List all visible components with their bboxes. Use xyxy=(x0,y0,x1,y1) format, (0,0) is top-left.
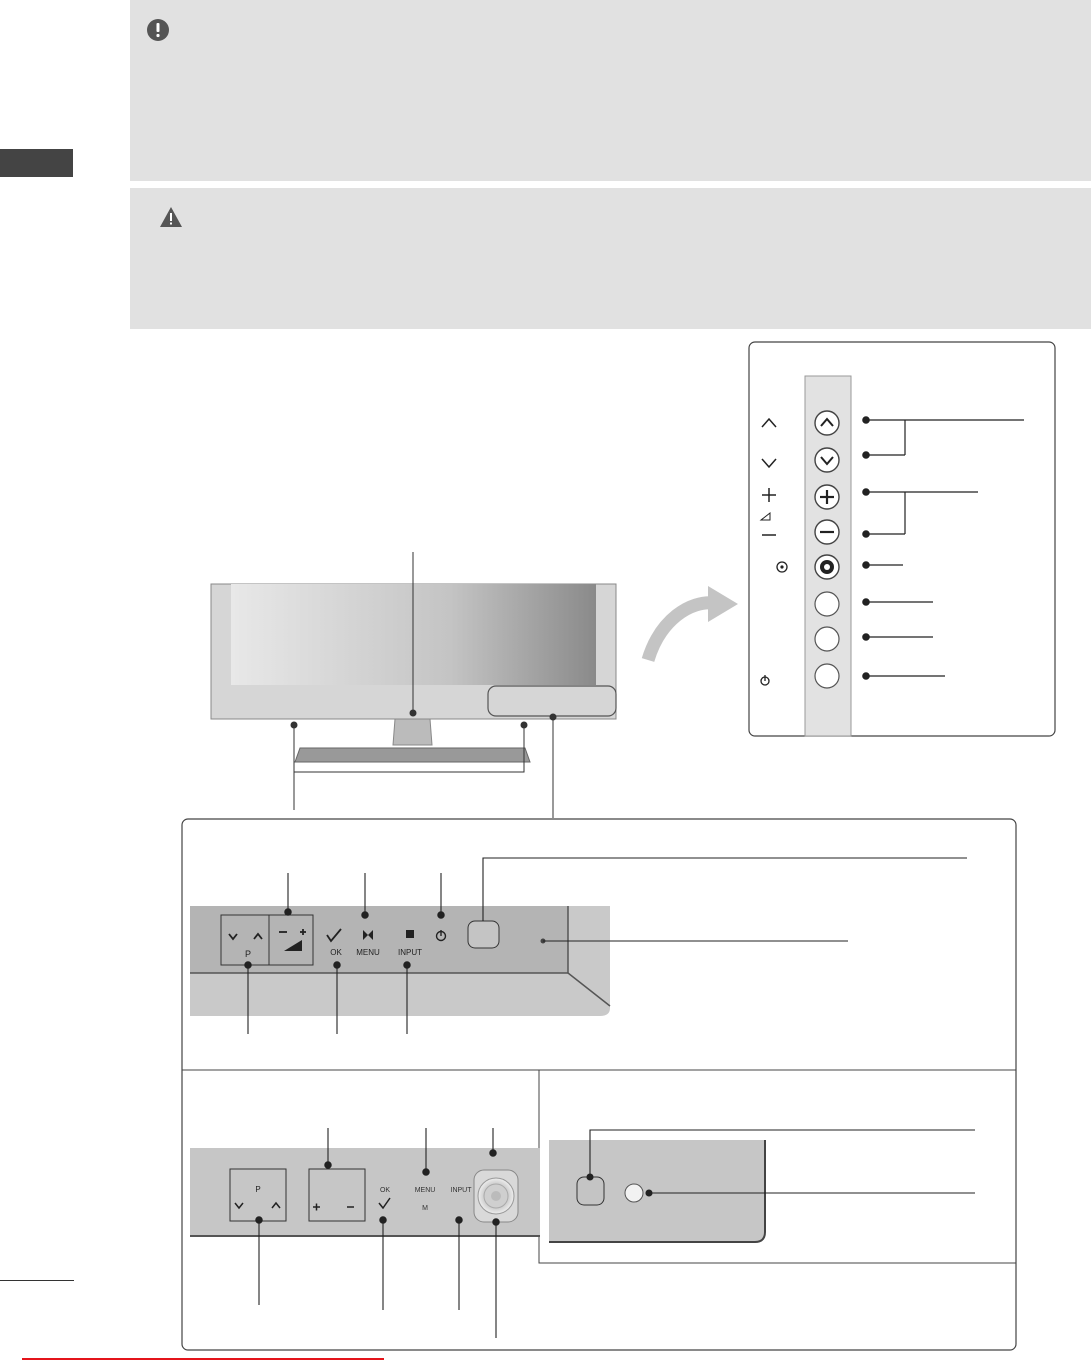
side-button-channel-up[interactable] xyxy=(815,411,839,435)
side-panel-box xyxy=(749,342,1055,736)
side-button-volume-down[interactable] xyxy=(815,520,839,544)
strip-menu-label: MENU xyxy=(356,948,380,957)
remote-sensor-window-2 xyxy=(577,1177,604,1205)
side-button-input[interactable] xyxy=(815,627,839,651)
front-controls-panel xyxy=(182,819,1016,1350)
side-button-power[interactable] xyxy=(815,664,839,688)
tv-stand-base xyxy=(295,748,530,762)
button-menu-letter: M xyxy=(422,1205,428,1212)
button-power-key[interactable] xyxy=(474,1170,518,1222)
strip-input-icon xyxy=(406,930,414,938)
button-menu-label: MENU xyxy=(414,1187,436,1194)
power-indicator-2 xyxy=(625,1184,643,1202)
button-strip-closeup xyxy=(190,1148,540,1236)
tv-front-view xyxy=(211,552,616,818)
side-button-ok[interactable] xyxy=(815,555,839,579)
button-ok-label: OK xyxy=(379,1187,391,1194)
strip-ok-label: OK xyxy=(330,948,342,957)
remote-sensor-window xyxy=(468,921,499,948)
side-button-channel-down[interactable] xyxy=(815,448,839,472)
button-input-label: INPUT xyxy=(450,1187,472,1194)
curved-arrow-icon xyxy=(648,586,738,660)
side-button-volume-up[interactable] xyxy=(815,485,839,509)
touch-strip-closeup xyxy=(190,906,610,1016)
button-channel-letter: P xyxy=(255,1185,261,1194)
strip-input-label: INPUT xyxy=(398,948,422,957)
screen-leader-dot xyxy=(410,710,417,717)
tv-stand-neck xyxy=(393,719,432,745)
strip-channel-letter: P xyxy=(244,949,252,959)
side-button-menu[interactable] xyxy=(815,592,839,616)
